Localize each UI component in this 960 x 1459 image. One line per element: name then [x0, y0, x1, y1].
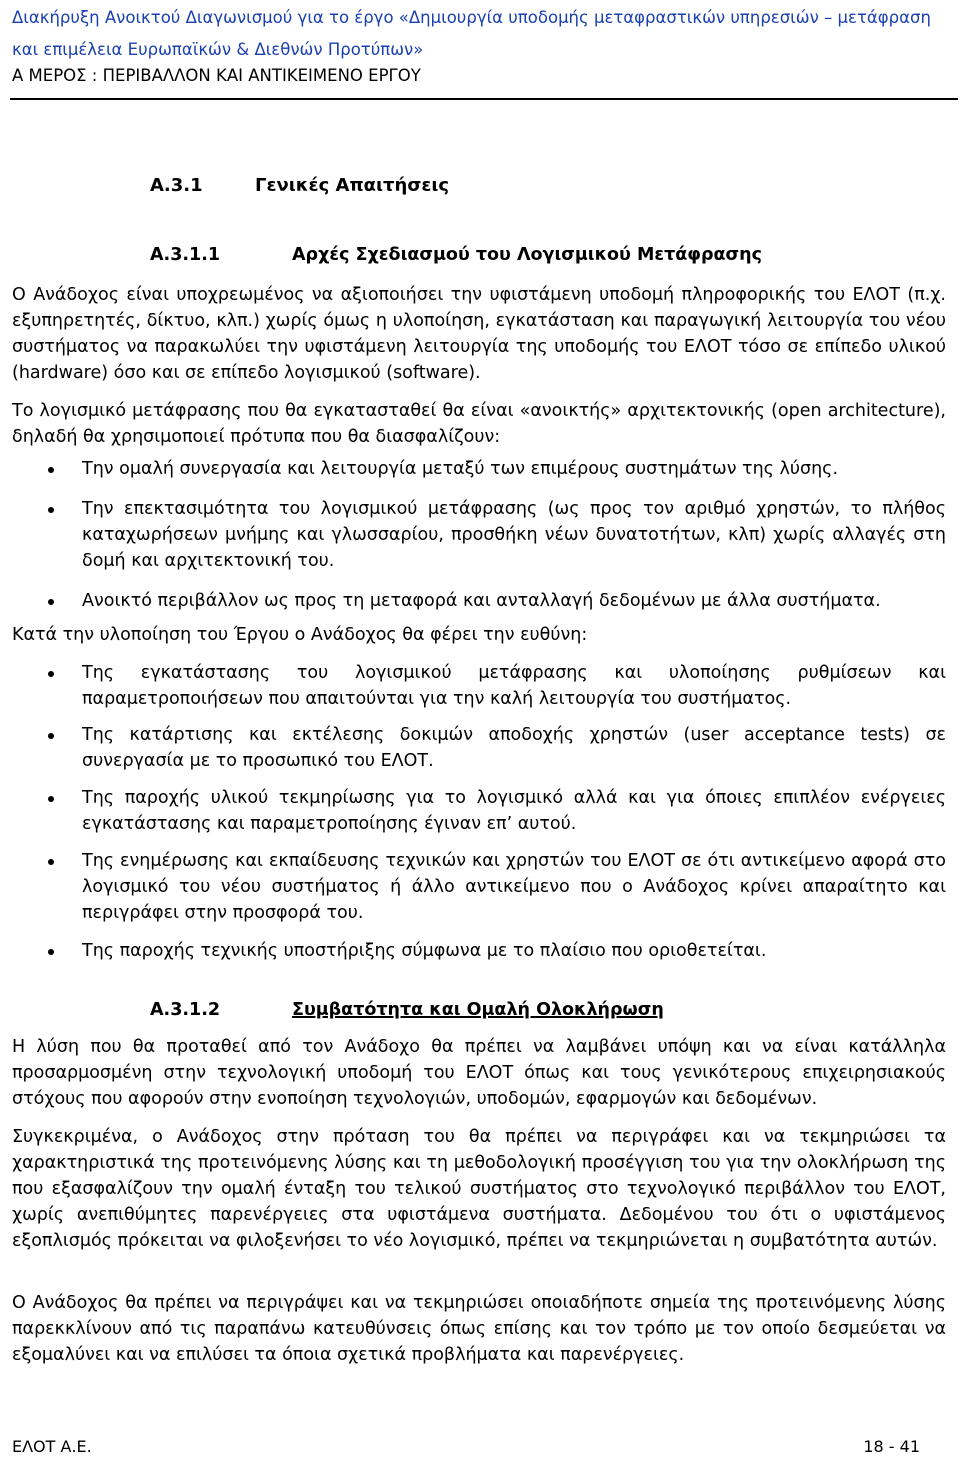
- section-title: Γενικές Απαιτήσεις: [255, 175, 450, 196]
- subsection-2-title: [292, 1000, 664, 1020]
- paragraph-open-architecture: Το λογισμικό μετάφρασης που θα εγκατασταθεί θα είναι «ανοικτής» αρχιτεκτονικής (open architecture), δηλαδή θα χρησιμοποιεί πρότυπα που θα διασφαλίζουν:: [12, 401, 946, 447]
- list-item: [12, 848, 946, 926]
- bullet-icon: [48, 859, 54, 865]
- list-item: [12, 722, 946, 774]
- page-number: 18 - 41: [863, 1437, 920, 1456]
- paragraph-responsibilities: Κατά την υλοποίηση του Έργου ο Ανάδοχος θα φέρει την ευθύνη:: [12, 625, 588, 645]
- paragraph-infrastructure: Ο Ανάδοχος είναι υποχρεωμένος να αξιοποιήσει την υφιστάμενη υποδομή πληροφορικής του ΕΛΟΤ (π.χ. εξυπηρετητές, δίκτυο, κλπ.) χωρίς όμως η υλοποίηση, εγκατάσταση και παραγωγική λειτουργία του νέου συστήματος να παρακωλύει την υφιστάμενη λειτουργία της υποδομής του ΕΛΟΤ τόσο σε επίπεδο υλικού (hardware) όσο και σε επίπεδο λογισμικού (software).: [12, 285, 946, 383]
- list-item: [12, 938, 946, 964]
- header-divider: [10, 98, 958, 100]
- subsection-1-number: Α.3.1.1: [150, 245, 221, 265]
- bullet-icon: [48, 507, 54, 513]
- list-item: [12, 660, 946, 712]
- bullet-icon: [48, 733, 54, 739]
- bullet-icon: [48, 671, 54, 677]
- paragraph-deviations: Ο Ανάδοχος θα πρέπει να περιγράψει και να τεκμηριώσει οποιαδήποτε σημεία της προτεινόμενης λύσης παρεκκλίνουν από τις παραπάνω κατευθύνσεις όπως επίσης και τον τρόπο με τον οποίο δεσμεύεται να εξομαλύνει και να επιλύσει τα όποια σχετικά προβλήματα και παρενέργειες.: [12, 1293, 946, 1365]
- footer-organization: ΕΛΟΤ Α.Ε.: [12, 1437, 92, 1456]
- list-item-text: Της ενημέρωσης και εκπαίδευσης τεχνικών και χρηστών του ΕΛΟΤ σε ότι αντικείμενο αφορά στο λογισμικό του νέου συστήματος ή άλλο αντικείμενο που ο Ανάδοχος κρίνει απαραίτητο και περιγράφει στην προσφορά του.: [82, 851, 946, 923]
- list-item-text: Την ομαλή συνεργασία και λειτουργία μεταξύ των επιμέρους συστημάτων της λύσης.: [82, 459, 839, 479]
- document-part: Α ΜΕΡΟΣ : ΠΕΡΙΒΑΛΛΟΝ ΚΑΙ ΑΝΤΙΚΕΙΜΕΝΟ ΕΡΓΟΥ: [12, 66, 421, 85]
- list-item-text: Ανοικτό περιβάλλον ως προς τη μεταφορά και ανταλλαγή δεδομένων με άλλα συστήματα.: [82, 591, 881, 611]
- bullet-icon: [48, 949, 54, 955]
- list-item-text: Της κατάρτισης και εκτέλεσης δοκιμών αποδοχής χρηστών (user acceptance tests) σε συνεργασία με το προσωπικό του ΕΛΟΤ.: [82, 725, 946, 771]
- document-title: Διακήρυξη Ανοικτού Διαγωνισμού για το έργο «Δημιουργία υποδομής μεταφραστικών υπηρεσιών – μετάφραση και επιμέλεια Ευρωπαϊκών & Διεθνών Προτύπων»: [12, 8, 931, 59]
- list-item: [12, 496, 946, 574]
- bullet-icon: [48, 796, 54, 802]
- list-item: [12, 456, 946, 482]
- list-item: [12, 785, 946, 837]
- list-item-text: Της παροχής τεχνικής υποστήριξης σύμφωνα με το πλαίσιο που οριοθετείται.: [82, 941, 767, 961]
- list-item: [12, 588, 946, 614]
- subsection-2-title-text: Συμβατότητα και Ομαλή Ολοκλήρωση: [292, 1000, 664, 1020]
- paragraph-integration: Συγκεκριμένα, ο Ανάδοχος στην πρόταση του θα πρέπει να περιγράφει και να τεκμηριώσει τα χαρακτηριστικά της προτεινόμενης λύσης και τη μεθοδολογική προσέγγιση του για την ολοκλήρωση της που εξασφαλίζουν την ομαλή ένταξη του τελικού συστήματος στο τεχνολογικό περιβάλλον του ΕΛΟΤ, χωρίς ανεπιθύμητες παρενέργειες στα υφιστάμενα συστήματα. Δεδομένου του ότι ο υφιστάμενος εξοπλισμός πρόκειται να φιλοξενήσει το νέο λογισμικό, πρέπει να τεκμηριώνεται η συμβατότητα αυτών.: [12, 1127, 946, 1251]
- subsection-1-title: Αρχές Σχεδιασμού του Λογισμικού Μετάφρασης: [292, 245, 762, 265]
- section-number: Α.3.1: [150, 175, 203, 196]
- list-item-text: Την επεκτασιμότητα του λογισμικού μετάφρασης (ως προς τον αριθμό χρηστών, το πλήθος καταχωρήσεων μνήμης και γλωσσαρίου, προσθήκη νέων δυνατοτήτων, κλπ) χωρίς αλλαγές στη δομή και αρχιτεκτονική του.: [82, 499, 946, 571]
- list-item-text: Της εγκατάστασης του λογισμικού μετάφρασης και υλοποίησης ρυθμίσεων και παραμετροποιήσεων που απαιτούνται για την καλή λειτουργία του συστήματος.: [82, 663, 946, 709]
- bullet-icon: [48, 599, 54, 605]
- bullet-icon: [48, 467, 54, 473]
- subsection-2-number: Α.3.1.2: [150, 1000, 221, 1020]
- paragraph-compatibility: Η λύση που θα προταθεί από τον Ανάδοχο θα πρέπει να λαμβάνει υπόψη και να είναι κατάλληλα προσαρμοσμένη στην τεχνολογική υποδομή του ΕΛΟΤ όπως και τους γενικότερους επιχειρησιακούς στόχους που αφορούν στην ενοποίηση τεχνολογιών, υποδομών, εφαρμογών και δεδομένων.: [12, 1037, 946, 1109]
- list-item-text: Της παροχής υλικού τεκμηρίωσης για το λογισμικό αλλά και για όποιες επιπλέον ενέργειες εγκατάστασης και παραμετροποίησης έγιναν επ’ αυτού.: [82, 788, 946, 834]
